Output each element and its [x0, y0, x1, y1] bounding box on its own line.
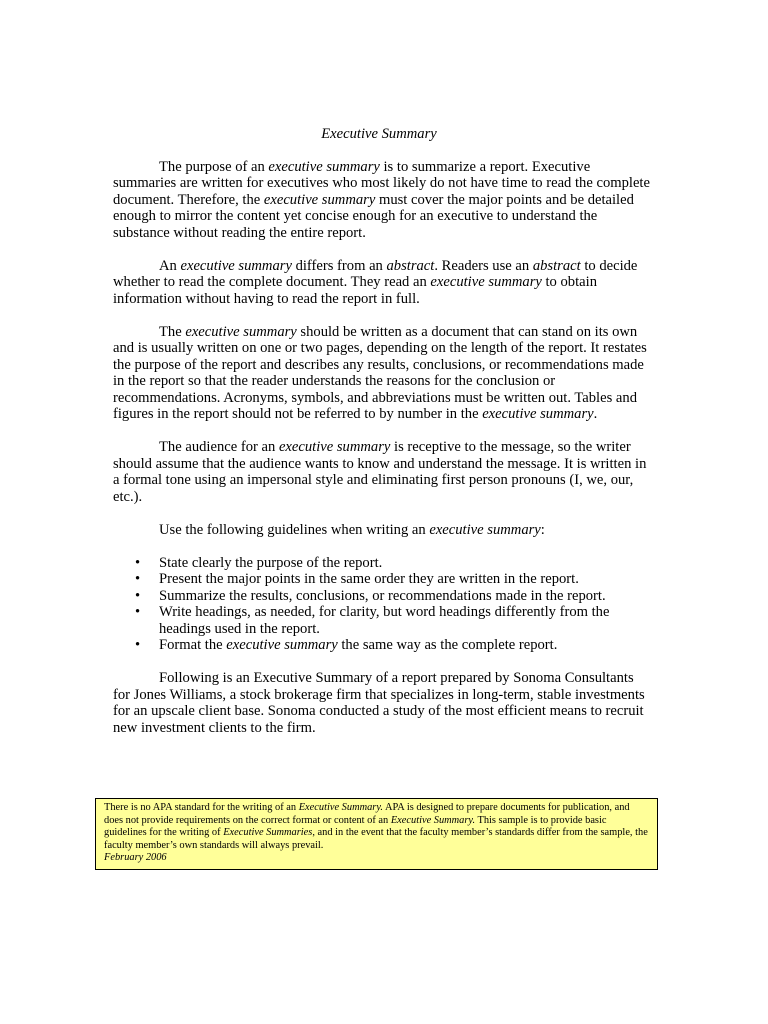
- paragraph-purpose: The purpose of an executive summary is to summarize a report. Executive summaries are written for executives who most likely do not have time to read the complete document. Therefore, the executive summary must cover the major points and be detailed enough to mirror the content yet concise enough for an executive to understand the substance without reading the entire report.: [113, 158, 650, 241]
- guidelines-list: [113, 555, 653, 654]
- bullet-icon: •: [135, 587, 141, 604]
- paragraph-sample-intro: Following is an Executive Summary of a report prepared by Sonoma Consultants for Jones Williams, a stock brokerage firm that specializes in long-term, stable investments for an upscale client base. Sonoma conducted a study of the most efficient means to recruit new investment clients to the firm.: [113, 670, 645, 736]
- paragraph-abstract-comparison: An executive summary differs from an abstract. Readers use an abstract to decide whether to read the complete document. They read an executive summary to obtain information without having to read the report in full.: [113, 257, 638, 307]
- list-item-text: Present the major points in the same order they are written in the report.: [159, 571, 579, 587]
- apa-disclaimer-note: [95, 798, 658, 870]
- list-item: [113, 571, 653, 588]
- list-item: [113, 637, 653, 654]
- list-item-text: Write headings, as needed, for clarity, but word headings differently from the headings used in the report.: [159, 604, 610, 637]
- paragraph-standalone-document: The executive summary should be written as a document that can stand on its own and is usually written on one or two pages, depending on the length of the report. It restates the purpose of the report and describes any results, conclusions, or recommendations made in the report so that the reader understands the reasons for the conclusion or recommendations. Acronyms, symbols, and abbreviations must be written out. Tables and figures in the report should not be referred to by number in the executive summary.: [113, 323, 647, 422]
- document-title: Executive Summary: [321, 126, 437, 142]
- bullet-icon: •: [135, 637, 141, 653]
- bullet-icon: •: [135, 604, 141, 620]
- note-date: February 2006: [104, 852, 167, 864]
- paragraph-audience: The audience for an executive summary is receptive to the message, so the writer should assume that the audience wants to know and understand the message. It is written in a formal tone using an impersonal style and eliminating first person pronouns (I, we, our, etc.).: [113, 439, 647, 505]
- note-text: There is no APA standard for the writing of an Executive Summary. APA is designed to prepare documents for publication, and does not provide requirements on the correct format or content of an Executive Summary. This sample is to provide basic guidelines for the writing of Executive Summaries, and in the event that the faculty member’s standards differ from the sample, the faculty member’s own standards will always prevail.: [104, 802, 648, 851]
- list-item: [113, 604, 653, 637]
- bullet-icon: •: [135, 554, 141, 571]
- list-item: [113, 588, 653, 605]
- list-item-text: State clearly the purpose of the report.: [159, 554, 383, 571]
- document-page: [113, 126, 653, 753]
- list-item-text: Summarize the results, conclusions, or recommendations made in the report.: [159, 587, 606, 604]
- bullet-icon: •: [135, 571, 141, 587]
- list-item: [113, 555, 653, 572]
- list-item-text: Format the executive summary the same way as the complete report.: [159, 637, 558, 653]
- paragraph-guidelines-intro: Use the following guidelines when writing an executive summary:: [159, 521, 545, 538]
